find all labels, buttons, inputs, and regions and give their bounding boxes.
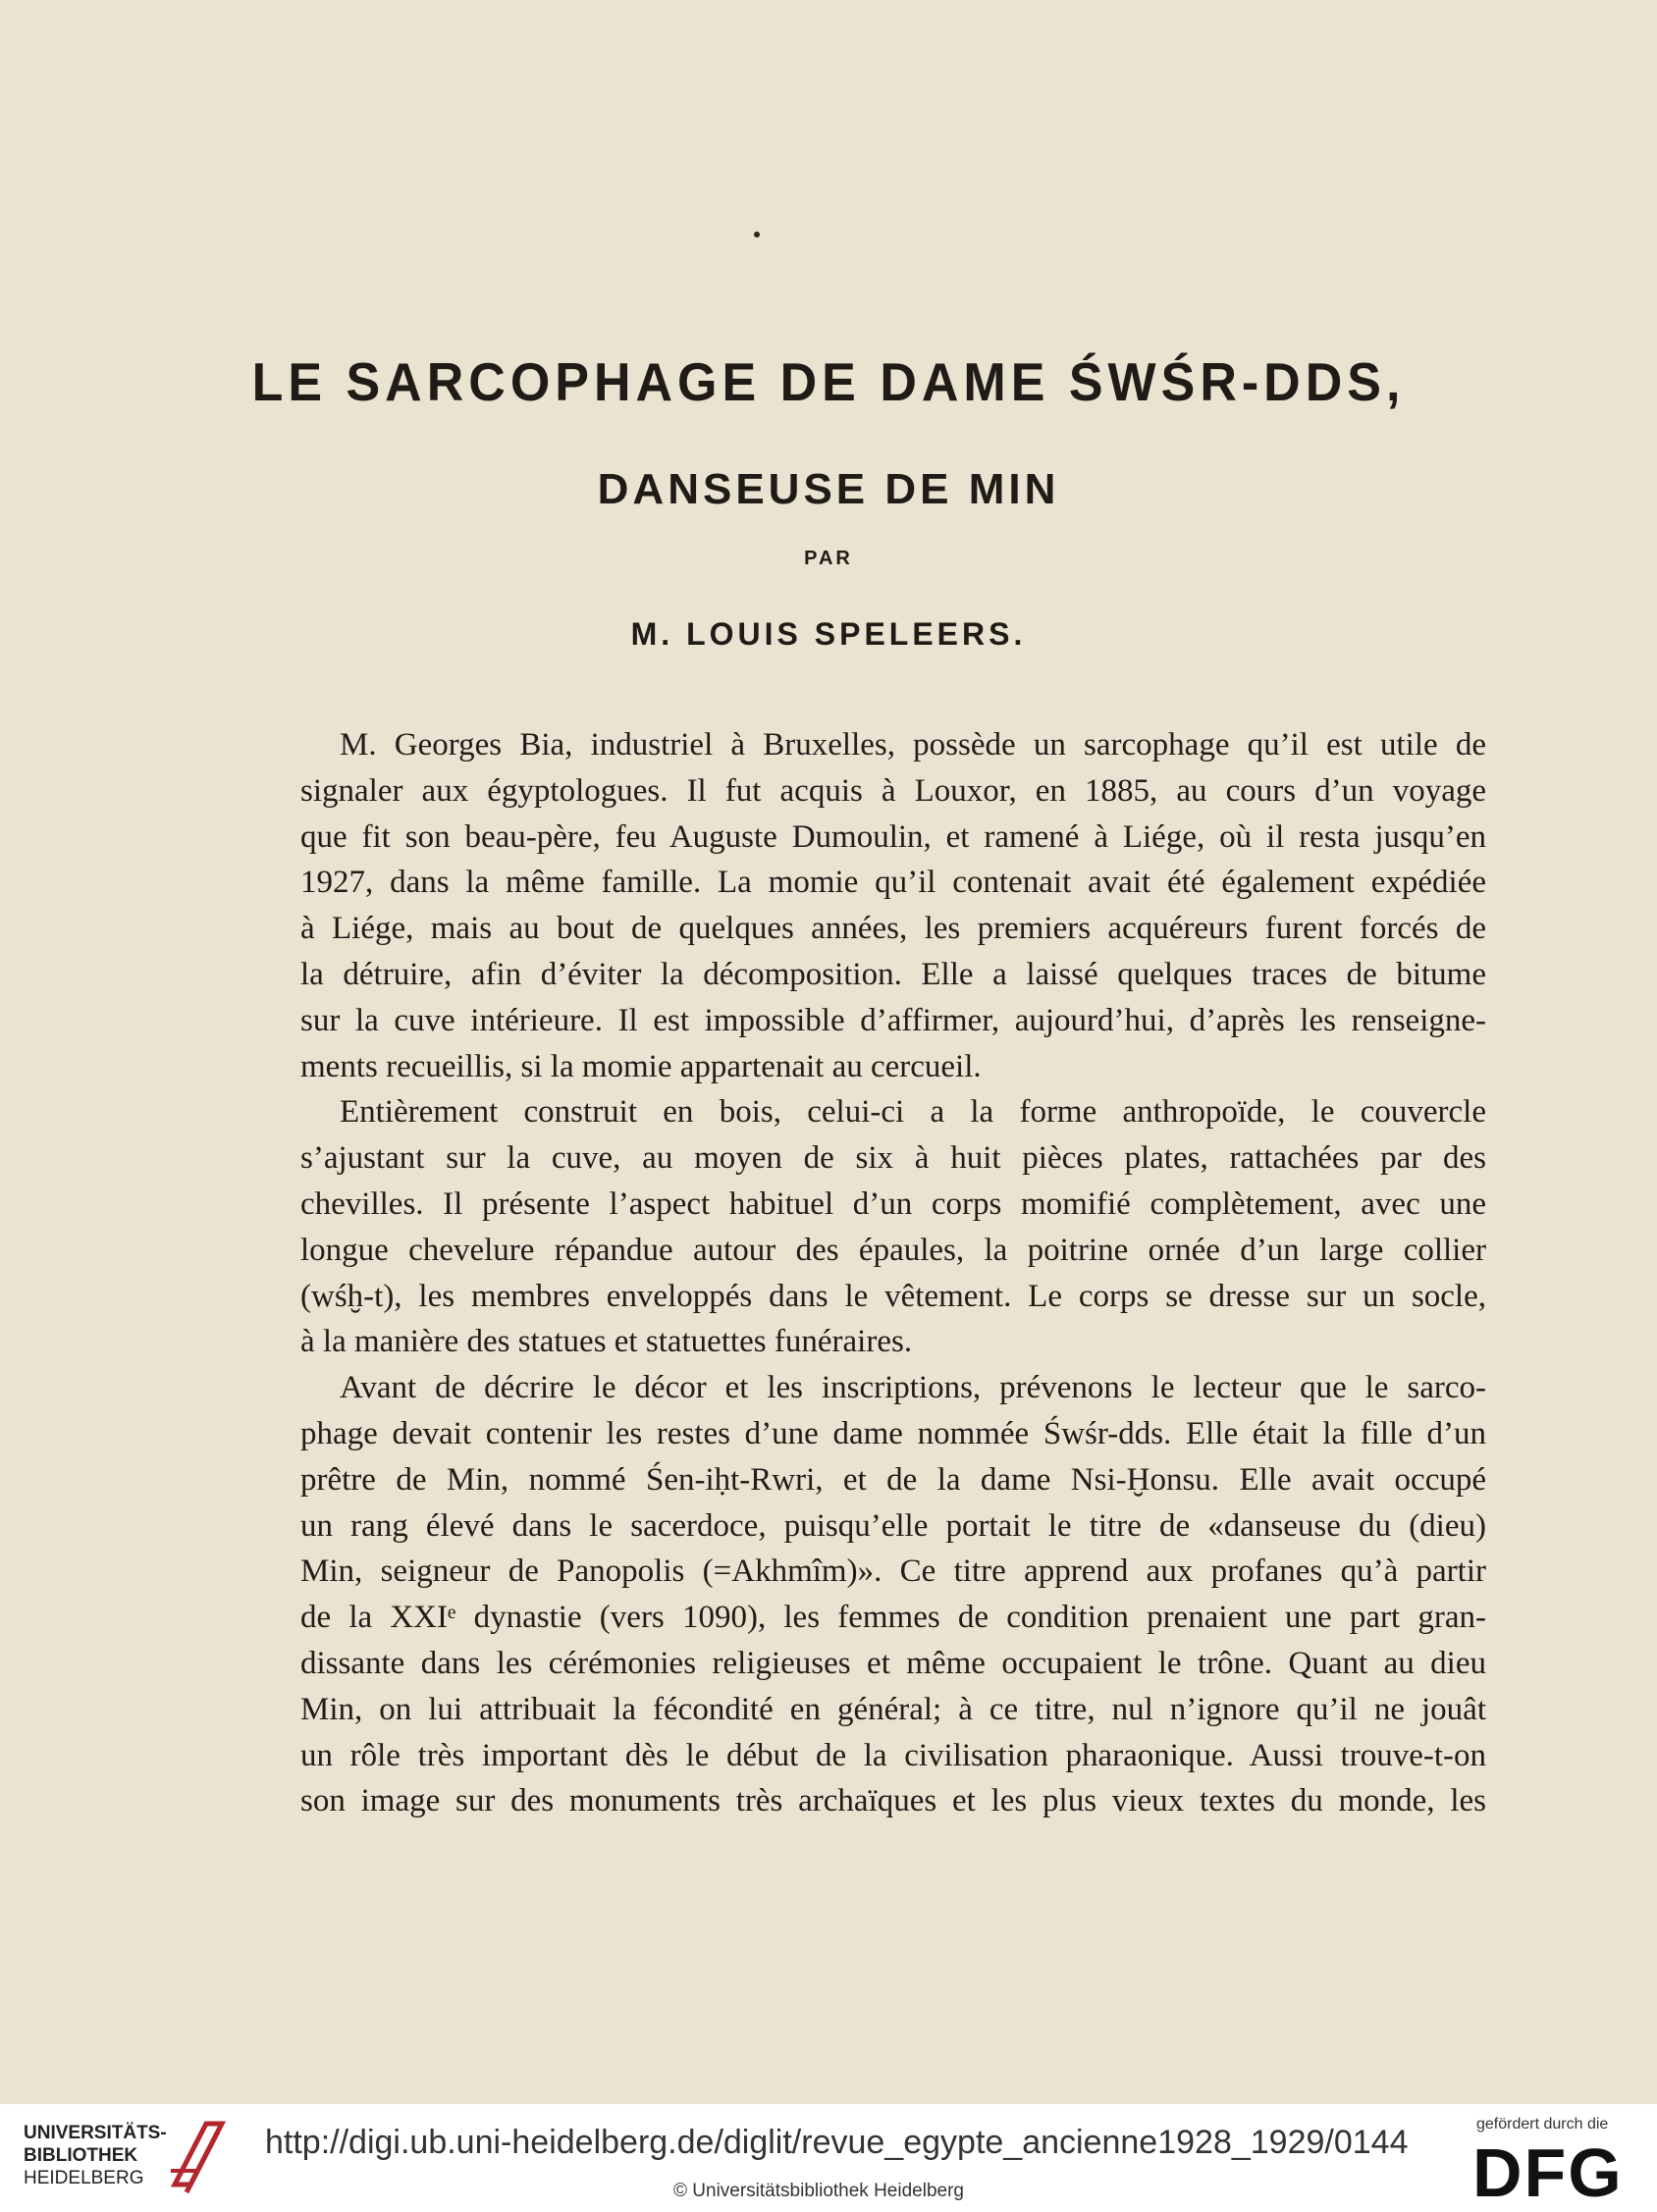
article-title: LE SARCOPHAGE DE DAME ŚWŚR-DDS, (251, 352, 1406, 413)
text-line: sur la cuve intérieure. Il est impossible d’affirmer, aujourd’hui, d’après les renseigne- (300, 1002, 1486, 1038)
paragraph-3 (300, 1365, 1486, 1824)
library-name-line2: BIBLIOTHEK (24, 2145, 138, 2166)
copyright-notice: © Universitätsbibliothek Heidelberg (673, 2181, 964, 2201)
text-line: Min, seigneur de Panopolis (=Akhmîm)». Ce titre apprend aux profanes qu’à partir (300, 1554, 1486, 1590)
text-line: (wśḫ-t), les membres enveloppés dans le vêtement. Le corps se dresse sur un socle, (300, 1278, 1486, 1314)
text-line: s’ajustant sur la cuve, au moyen de six à huit pièces plates, rattachées par des (300, 1140, 1486, 1177)
text-line: de la XXIᵉ dynastie (vers 1090), les femmes de condition prenaient une part gran- (300, 1600, 1486, 1636)
text-line: à Liége, mais au bout de quelques années, les premiers acquéreurs furent forcés de (300, 911, 1486, 947)
library-logo-icon (167, 2116, 230, 2198)
text-line: M. Georges Bia, industriel à Bruxelles, possède un sarcophage qu’il est utile de (340, 727, 1486, 763)
text-line: la détruire, afin d’éviter la décomposition. Elle a laissé quelques traces de bitume (300, 956, 1486, 992)
text-line: phage devait contenir les restes d’une dame nommée Śwśr-dds. Elle était la fille d’un (300, 1415, 1486, 1451)
text-line: 1927, dans la même famille. La momie qu’il contenait avait été également expédiée (300, 865, 1486, 901)
text-line: signaler aux égyptologues. Il fut acquis à Louxor, en 1885, au cours d’un voyage (300, 772, 1486, 809)
article-body (300, 722, 1486, 1824)
text-line: un rang élevé dans le sacerdoce, puisqu’elle portait le titre de «danseuse du (dieu) (300, 1507, 1486, 1544)
permalink-url[interactable]: http://digi.ub.uni-heidelberg.de/diglit/revue_egypte_ancienne1928_1929/0144 (265, 2124, 1409, 2161)
ink-dot (754, 232, 760, 237)
text-line: Entièrement construit en bois, celui-ci a la forme anthropoïde, le couvercle (340, 1094, 1486, 1131)
text-line: longue chevelure répandue autour des épaules, la poitrine ornée d’un large collier (300, 1232, 1486, 1268)
text-line: que fit son beau-père, feu Auguste Dumoulin, et ramené à Liége, où il resta jusqu’en (300, 818, 1486, 855)
library-logo-text (24, 2122, 167, 2189)
text-line: à la manière des statues et statuettes funéraires. (300, 1324, 913, 1360)
text-line: dissante dans les cérémonies religieuses et même occupaient le trône. Quant au dieu (300, 1645, 1486, 1681)
dfg-logo: DFG (1472, 2134, 1624, 2211)
text-line: son image sur des monuments très archaïques et les plus vieux textes du monde, les (300, 1783, 1486, 1819)
text-line: Min, on lui attribuait la fécondité en général; à ce titre, nul n’ignore qu’il ne jouât (300, 1691, 1486, 1727)
library-name-line1: UNIVERSITÄTS- (24, 2123, 167, 2143)
paragraph-2 (300, 1089, 1486, 1365)
text-line: ments recueillis, si la momie appartenait au cercueil. (300, 1048, 982, 1084)
text-line: chevilles. Il présente l’aspect habituel d’un corps momifié complètement, avec une (300, 1185, 1486, 1222)
funding-note: gefördert durch die (1476, 2116, 1609, 2133)
library-name-line3: HEIDELBERG (24, 2168, 144, 2188)
author-name: M. LOUIS SPELEERS. (630, 616, 1027, 652)
text-line: prêtre de Min, nommé Śen-iḥt-Rwri, et de la dame Nsi-Ḫonsu. Elle avait occupé (300, 1461, 1486, 1498)
byline-par: PAR (804, 548, 853, 569)
paragraph-1 (300, 722, 1486, 1089)
article-subtitle: DANSEUSE DE MIN (597, 465, 1060, 513)
text-line: Avant de décrire le décor et les inscriptions, prévenons le lecteur que le sarco- (340, 1370, 1486, 1406)
text-line: un rôle très important dès le début de la civilisation pharaonique. Aussi trouve-t-on (300, 1737, 1486, 1773)
